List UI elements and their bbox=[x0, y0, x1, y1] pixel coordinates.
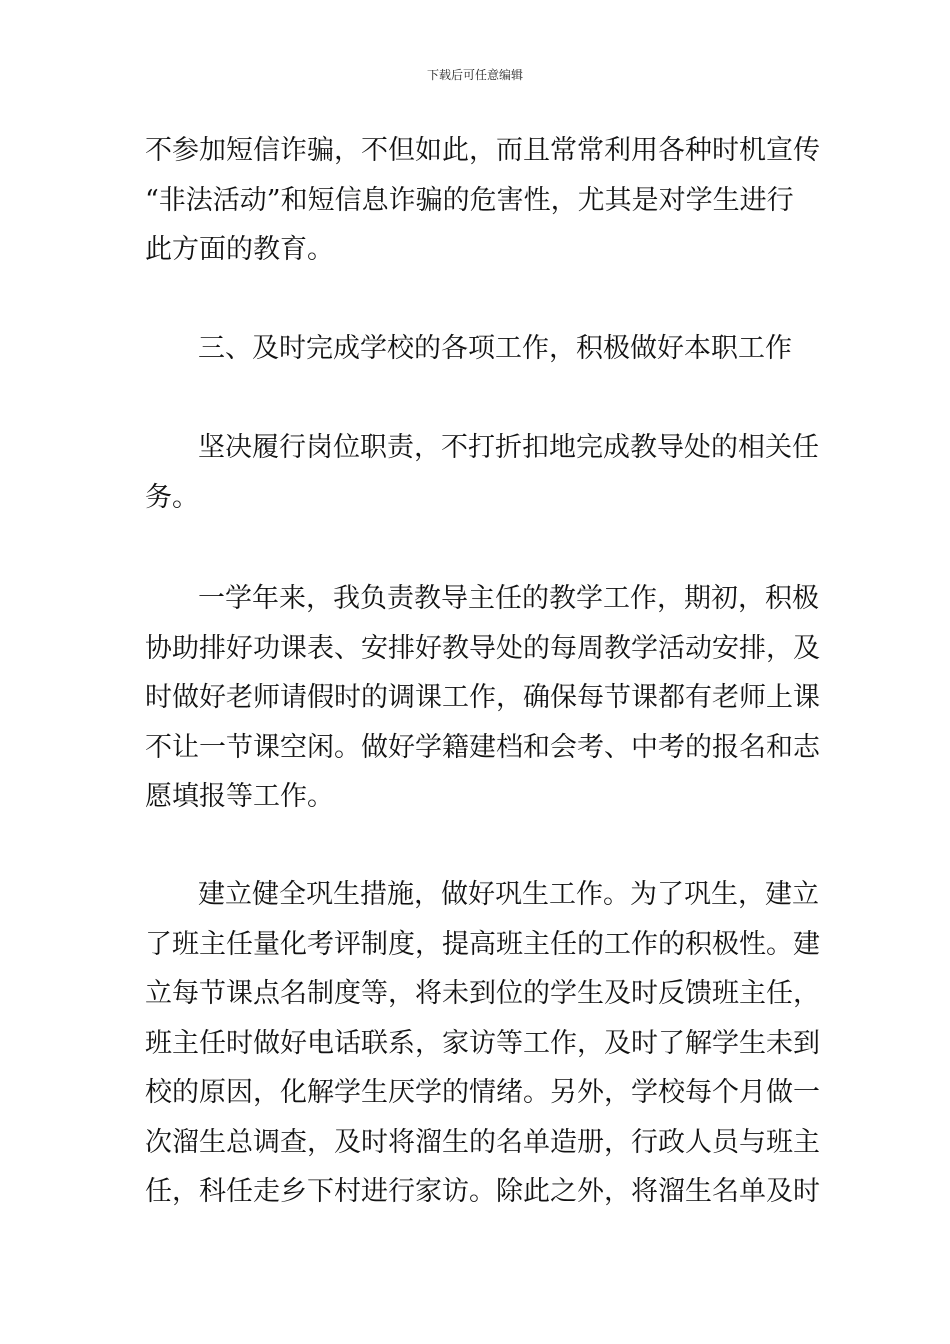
paragraph-line: 不参加短信诈骗，不但如此，而且常常利用各种时机宣传 bbox=[145, 135, 820, 166]
paragraph-line: 了班主任量化考评制度，提高班主任的工作的积极性。建 bbox=[145, 928, 820, 960]
paragraph-line: “非法活动”和短信息诈骗的危害性，尤其是对学生进行 bbox=[145, 184, 794, 216]
paragraph-line: 一学年来，我负责教导主任的教学工作，期初，积极 bbox=[198, 583, 819, 614]
paragraph-1 bbox=[145, 126, 820, 275]
paragraph-line: 班主任时做好电话联系，家访等工作，及时了解学生未到 bbox=[145, 1027, 820, 1059]
paragraph-line: 立每节课点名制度等，将未到位的学生及时反馈班主任， bbox=[145, 978, 820, 1009]
header-note: 下载后可任意编辑 bbox=[426, 68, 523, 82]
paragraph-line: 任，科任走乡下村进行家访。除此之外，将溜生名单及时 bbox=[145, 1176, 820, 1207]
paragraph-line: 次溜生总调查，及时将溜生的名单造册，行政人员与班主 bbox=[145, 1126, 820, 1158]
paragraph-5 bbox=[145, 870, 820, 1217]
paragraph-line: 务。 bbox=[145, 481, 199, 513]
paragraph-line: 不让一节课空闲。做好学籍建档和会考、中考的报名和志 bbox=[145, 731, 820, 763]
heading-line: 三、及时完成学校的各项工作，积极做好本职工作 bbox=[198, 333, 792, 364]
paragraph-3 bbox=[145, 423, 819, 522]
section-heading bbox=[145, 324, 810, 374]
paragraph-4 bbox=[145, 574, 820, 822]
paragraph-line: 时做好老师请假时的调课工作，确保每节课都有老师上课 bbox=[145, 682, 820, 713]
paragraph-line: 建立健全巩生措施，做好巩生工作。为了巩生，建立 bbox=[198, 879, 819, 910]
paragraph-line: 协助排好功课表、安排好教导处的每周教学活动安排，及 bbox=[145, 632, 820, 664]
paragraph-line: 坚决履行岗位职责，不打折扣地完成教导处的相关任 bbox=[198, 432, 819, 463]
paragraph-line: 此方面的教育。 bbox=[145, 234, 334, 265]
paragraph-line: 校的原因，化解学生厌学的情绪。另外，学校每个月做一 bbox=[145, 1077, 820, 1108]
paragraph-line: 愿填报等工作。 bbox=[145, 781, 334, 812]
